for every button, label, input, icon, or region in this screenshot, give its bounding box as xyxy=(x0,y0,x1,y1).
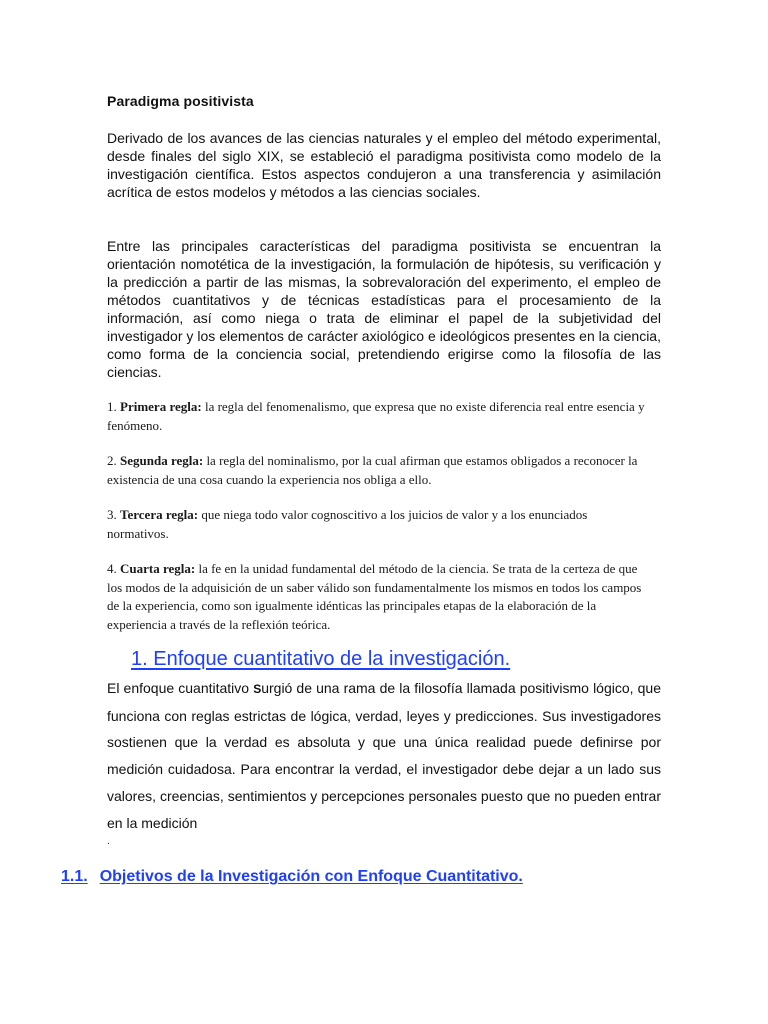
rule-text: la regla del fenomenalismo, que expresa que no existe diferencia real entre esencia y fenómeno. xyxy=(107,399,645,433)
heading-2-number: 1.1. xyxy=(61,868,88,885)
rule-item-3 xyxy=(107,506,647,543)
stray-dot: . xyxy=(107,836,110,847)
rule-name: Tercera regla: xyxy=(120,507,199,522)
rule-number: 4. xyxy=(107,561,117,576)
heading-enfoque-cuantitativo-link[interactable]: 1. Enfoque cuantitativo de la investigación. xyxy=(131,648,511,670)
rule-text: que niega todo valor cognoscitivo a los juicios de valor y a los enunciados normativos. xyxy=(107,507,588,541)
rule-text: la regla del nominalismo, por la cual afirman que estamos obligados a reconocer la existencia de una cosa cuando la experiencia nos obliga a ello. xyxy=(107,453,638,487)
rule-name: Primera regla: xyxy=(120,399,202,414)
rule-number: 2. xyxy=(107,453,117,468)
rule-name: Segunda regla: xyxy=(120,453,204,468)
heading-objetivos-link[interactable] xyxy=(61,868,523,886)
rule-text: la fe en la unidad fundamental del método de la ciencia. Se trata de la certeza de que los modos de la adquisición de un saber válido son fundamentalmente los mismos en todos los campos de la experiencia, como son igualmente idénticas las principales etapas de la elaboración de la experiencia a través de la reflexión teórica. xyxy=(107,561,642,632)
rule-name: Cuarta regla: xyxy=(120,561,196,576)
paragraph-3-start: El enfoque cuantitativo xyxy=(107,680,254,696)
rule-item-1 xyxy=(107,398,647,435)
section-title: Paradigma positivista xyxy=(107,93,254,109)
paragraph-3-rest: urgió de una rama de la filosofía llamada positivismo lógico, que funciona con reglas estrictas de lógica, verdad, leyes y predicciones. Sus investigadores sostienen que la verdad es absoluta y que una única realidad puede definirse por medición cuidadosa. Para encontrar la verdad, el investigador debe dejar a un lado sus valores, creencias, sentimientos y percepciones personales puesto que no pueden entrar en la medición xyxy=(107,680,661,831)
rule-number: 1. xyxy=(107,399,117,414)
heading-2-text: Objetivos de la Investigación con Enfoque Cuantitativo. xyxy=(99,868,523,885)
paragraph-enfoque xyxy=(107,675,661,836)
paragraph-3-capital: S xyxy=(253,682,262,696)
rule-item-4 xyxy=(107,560,647,634)
rule-item-2 xyxy=(107,452,647,489)
paragraph-derivado: Derivado de los avances de las ciencias naturales y el empleo del método experimental, desde finales del siglo XIX, se estableció el paradigma positivista como modelo de la investigación científica. Estos aspectos condujeron a una transferencia y asimilación acrítica de estos modelos y métodos a las ciencias sociales. xyxy=(107,130,661,200)
paragraph-caracteristicas: Entre las principales características del paradigma positivista se encuentran la orientación nomotética de la investigación, la formulación de hipótesis, su verificación y la predicción a partir de las mismas, la sobrevaloración del experimento, el empleo de métodos cuantitativos y de técnicas estadísticas para el procesamiento de la información, así como niega o trata de eliminar el papel de la subjetividad del investigador y los elementos de carácter axiológico e ideológicos presentes en la ciencia, como forma de la conciencia social, pretendiendo erigirse como la filosofía de las ciencias. xyxy=(107,238,661,380)
rule-number: 3. xyxy=(107,507,117,522)
